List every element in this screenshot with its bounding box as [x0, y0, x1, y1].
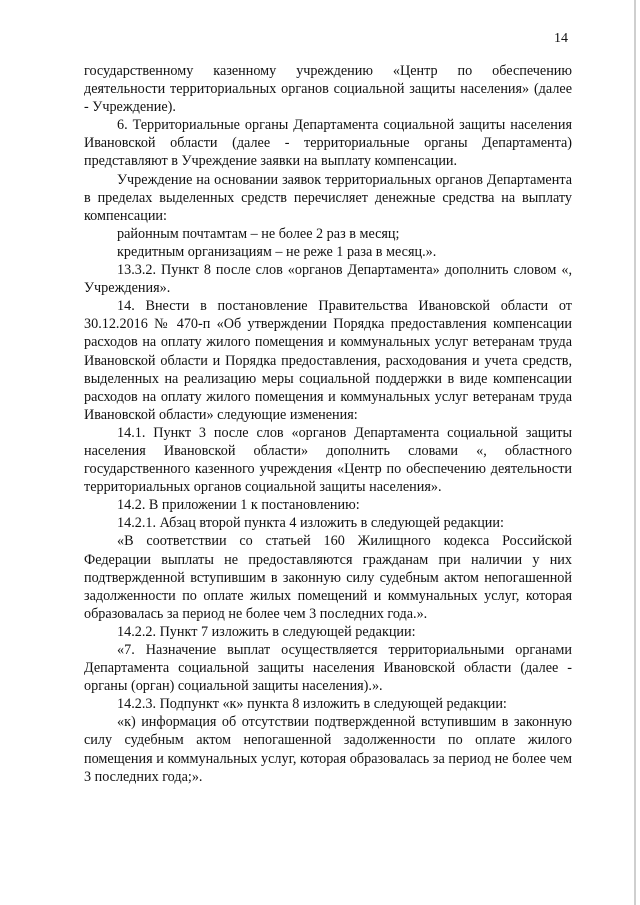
paragraph: 14.2.1. Абзац второй пункта 4 изложить в следующей редакции: — [117, 515, 504, 532]
paragraph: районным почтамтам – не более 2 раз в месяц; — [117, 225, 400, 242]
paragraph: 14.2.3. Подпункт «к» пункта 8 изложить в следующей редакции: — [117, 696, 507, 713]
paragraph: кредитным организациям – не реже 1 раза в месяц.». — [117, 243, 437, 260]
paragraph: 13.3.2. Пункт 8 после слов «органов Департамента» дополнить словом «, Учреждения». — [84, 262, 572, 297]
paragraph: 14.1. Пункт 3 после слов «органов Департамента социальной защиты населения Ивановской области» дополнить словами «, областного государственного казенного учреждения «Центр по обеспечению деятельности территориальных органов социальной защиты населения». — [84, 424, 572, 496]
scan-edge-divider — [634, 0, 636, 905]
paragraph: 14.2.2. Пункт 7 изложить в следующей редакции: — [117, 623, 416, 640]
paragraph: Учреждение на основании заявок территориальных органов Департамента в пределах выделенных средств перечисляет денежные средства на выплату компенсации: — [84, 171, 572, 224]
paragraph: 14. Внести в постановление Правительства Ивановской области от 30.12.2016 № 470-п «Об утверждении Порядка предоставления компенсации расходов на оплату жилого помещения и коммунальных услуг ветеранам труда Ивановской области и Порядка предоставления, расходования и учета средств, выделенных на реализацию меры социальной поддержки в виде компенсации расходов на оплату жилого помещения и коммунальных услуг ветеранам труда Ивановской области» следующие изменения: — [84, 298, 572, 423]
paragraph: «В соответствии со статьей 160 Жилищного кодекса Российской Федерации выплаты не предоставляются гражданам при наличии у них подтвержденной вступившим в законную силу судебным актом непогашенной задолженности по оплате жилых помещений и коммунальных услуг, которая образовалась за период не более чем 3 последних года.». — [84, 533, 572, 622]
paragraph: 6. Территориальные органы Департамента социальной защиты населения Ивановской области (далее - территориальные органы Департамента) представляют в Учреждение заявки на выплату компенсации. — [84, 117, 572, 170]
paragraph: государственному казенному учреждению «Центр по обеспечению деятельности территориальных органов социальной защиты населения» (далее - Учреждение). — [84, 63, 572, 116]
document-body — [84, 62, 572, 786]
paragraph: «к) информация об отсутствии подтвержденной вступившим в законную силу судебным актом непогашенной задолженности по оплате жилого помещения и коммунальных услуг, которая образовалась за период не более чем 3 последних года;». — [84, 714, 572, 785]
paragraph: «7. Назначение выплат осуществляется территориальными органами Департамента социальной защиты населения Ивановской области (далее - органы (орган) социальной защиты населения).». — [84, 642, 572, 695]
paragraph: 14.2. В приложении 1 к постановлению: — [117, 497, 360, 514]
page-number: 14 — [554, 31, 568, 46]
